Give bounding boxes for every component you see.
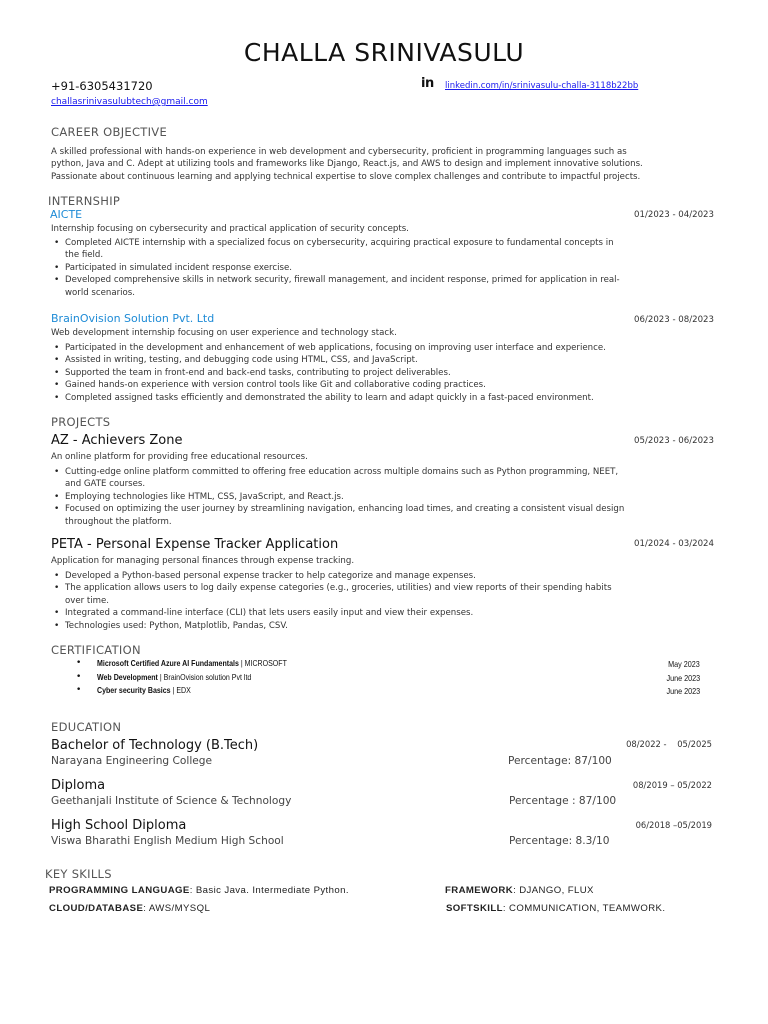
internship-company: BrainOvision Solution Pvt. Ltd [51,312,215,325]
career-objective-heading: CAREER OBJECTIVE [51,125,168,139]
skill-softskill: SOFTSKILL: COMMUNICATION, TEAMWORK. [446,903,666,914]
bullet-item: • Integrated a command-line interface (CLI) that lets users easily input and view their expenses. [51,607,721,619]
internship-bullets [51,342,721,404]
linkedin-icon: in [421,76,434,91]
bullet-item: • Technologies used: Python, Matplotlib, Pandas, CSV. [51,620,721,632]
certification-date: June 2023 [666,686,700,696]
bullet-item: • Cutting-edge online platform committed to offering free education across multiple domains such as Python programming, NEET, and GATE courses. [51,466,721,491]
cert-bullet-icon: • [76,685,82,695]
education-heading: EDUCATION [51,720,122,734]
bullet-item: • Developed a Python-based personal expense tracker to help categorize and manage expenses. [51,570,721,582]
internship-dates: 06/2023 - 08/2023 [634,315,714,325]
bullet-item: • Developed comprehensive skills in network security, firewall management, and incident response, primed for application in real- world scenarios. [51,274,721,299]
phone-number: +91-6305431720 [51,79,153,93]
internship-dates: 01/2023 - 04/2023 [634,210,714,220]
projects-heading: PROJECTS [51,415,111,429]
bullet-item: • Completed AICTE internship with a specialized focus on cybersecurity, acquiring practical exposure to fundamental concepts in the field. [51,237,721,262]
bullet-item: • The application allows users to log daily expense categories (e.g., groceries, utilities) and view reports of their spending habits over time. [51,582,721,607]
project-dates: 05/2023 - 06/2023 [634,436,714,446]
objective-line: python, Java and C. Adept at utilizing tools and frameworks like Django, React.js, and AWS to design and implement innovative solutions. [51,159,643,170]
certification-date: May 2023 [668,659,700,669]
education-dates: 06/2018 –05/2019 [635,820,712,830]
candidate-name: CHALLA SRINIVASULU [243,38,525,67]
bullet-item: • Focused on optimizing the user journey by streamlining navigation, enhancing load times, and creating a consistent visual design throughout the platform. [51,503,721,528]
email-link[interactable]: challasrinivasulubtech@gmail.com [51,97,208,107]
education-dates: 08/2019 – 05/2022 [632,780,712,790]
project-title: AZ - Achievers Zone [51,433,183,448]
education-degree: Bachelor of Technology (B.Tech) [51,738,259,753]
cert-bullet-icon: • [76,672,82,682]
bullet-item: • Gained hands-on experience with version control tools like Git and collaborative coding practices. [51,379,721,391]
internship-company: AICTE [50,208,83,221]
certification-item: Cyber security Basics | EDX [97,686,191,695]
project-summary: An online platform for providing free educational resources. [51,452,308,462]
objective-line: Passionate about continuous learning and applying technical expertise to slove complex challenges and contribute to impactful projects. [51,171,641,182]
project-dates: 01/2024 - 03/2024 [634,539,714,549]
bullet-item: • Participated in the development and enhancement of web applications, focusing on improving user interface and experience. [51,342,721,354]
cert-bullet-icon: • [76,658,82,668]
education-percentage: Percentage : 87/100 [509,795,617,807]
skill-cloud-database: CLOUD/DATABASE: AWS/MYSQL [49,903,211,914]
certification-item: Web Development | BrainOvision solution Pvt ltd [97,673,252,682]
education-school: Geethanjali Institute of Science & Technology [51,795,292,807]
internship-heading: INTERNSHIP [48,194,121,208]
skill-programming: PROGRAMMING LANGUAGE: Basic Java. Intermediate Python. [49,885,349,896]
project-summary: Application for managing personal finances through expense tracking. [51,556,355,566]
education-degree: High School Diploma [51,818,187,833]
education-school: Narayana Engineering College [51,755,213,767]
bullet-item: • Assisted in writing, testing, and debugging code using HTML, CSS, and JavaScript. [51,354,721,366]
certification-heading: CERTIFICATION [51,643,141,657]
bullet-item: • Completed assigned tasks efficiently and demonstrated the ability to learn and adapt quickly in a fast-paced environment. [51,392,721,404]
project-bullets [51,570,721,632]
internship-summary: Internship focusing on cybersecurity and practical application of security concepts. [51,224,409,234]
bullet-item: • Participated in simulated incident response exercise. [51,262,721,274]
bullet-item: • Supported the team in front-end and back-end tasks, contributing to project deliverables. [51,367,721,379]
education-dates: 08/2022 - 05/2025 [626,739,712,749]
internship-summary: Web development internship focusing on user experience and technology stack. [51,328,397,338]
objective-line: A skilled professional with hands-on experience in web development and cybersecurity, proficient in programming languages such as [51,147,627,157]
project-bullets [51,466,721,528]
linkedin-link[interactable]: linkedin.com/in/srinivasulu-challa-3118b22bb [445,81,639,91]
career-objective-text [51,146,643,183]
project-title: PETA - Personal Expense Tracker Application [51,537,339,552]
internship-bullets [51,237,721,299]
education-school: Viswa Bharathi English Medium High School [51,835,284,847]
education-degree: Diploma [51,778,106,793]
skill-framework: FRAMEWORK: DJANGO, FLUX [445,885,594,896]
certification-item: Microsoft Certified Azure AI Fundamentals | MICROSOFT [97,659,287,668]
education-percentage: Percentage: 87/100 [508,755,612,767]
education-percentage: Percentage: 8.3/10 [509,835,610,847]
certification-date: June 2023 [666,673,700,683]
key-skills-heading: KEY SKILLS [45,867,112,881]
bullet-item: • Employing technologies like HTML, CSS, JavaScript, and React.js. [51,491,721,503]
